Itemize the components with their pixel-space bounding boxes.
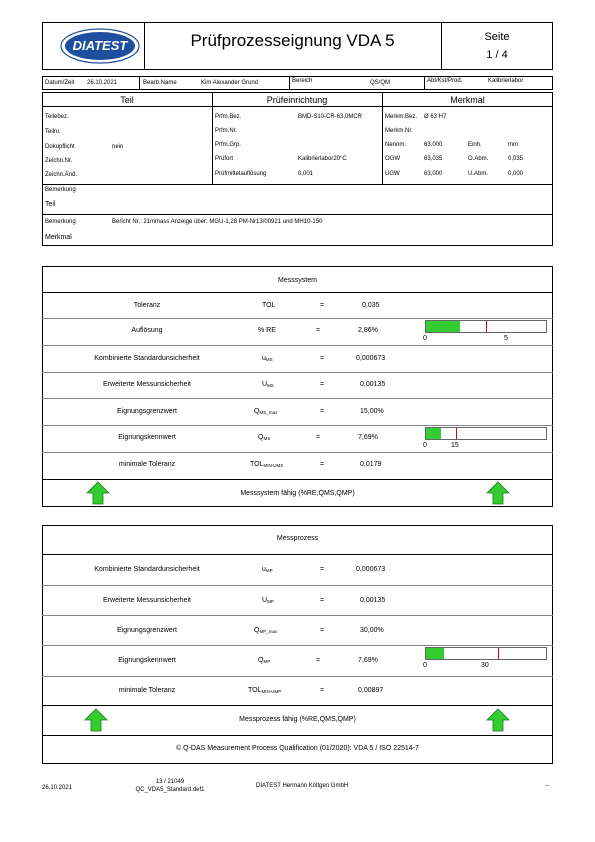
pruef-label-4: Prüfmittelauflösung (215, 171, 267, 177)
teil-label-4: Zeichn.Änd. (45, 172, 78, 178)
teil-label-2: Dokupflicht (45, 144, 75, 150)
ms-row-symbol: $Q_{MS\_max}$ (254, 408, 278, 415)
merkmal-bez-label: Merkm.Bez. (385, 114, 418, 120)
page-number: 1 / 4 (486, 49, 508, 61)
nennm-label: Nennm. (385, 142, 407, 148)
teil-label-1: Teilnr. (45, 129, 61, 135)
footer-code: 13 / 21049 (155, 779, 185, 785)
ms-row-symbol: $TOL_{MIN-UMS}$ (250, 461, 284, 468)
mp-row-label: Kombinierte Standardunsicherheit (94, 566, 200, 573)
ms-row-symbol: $Q_{MS}$ (258, 434, 271, 441)
bar-re (425, 320, 547, 333)
teil-label-3: Zeichn.Nr. (45, 158, 73, 164)
diatest-logo (60, 28, 140, 64)
nennm-value: 63,000 (424, 142, 443, 148)
abt-label: Abt/Kst/Prod. (427, 78, 463, 84)
ogw-value: 63,035 (424, 156, 443, 162)
mp-row-symbol: $u_{MP}$ (262, 566, 273, 573)
bemerkung-merkmal-sub: Merkmal (45, 234, 72, 241)
mp-row-symbol: $U_{MP}$ (262, 597, 274, 604)
bemerkung-teil-sub: Teil (45, 201, 56, 208)
bar-qmp-fill (426, 648, 444, 659)
ms-row-symbol: TOL (262, 302, 276, 309)
teil-value-2: nein (112, 144, 124, 150)
messsystem-result: Messsystem fähig (%RE,QMS,QMP) (240, 490, 355, 497)
ms-row-label: Auflösung (131, 327, 163, 334)
footer-dash: -- (545, 783, 549, 789)
logo-text: DIATEST (72, 38, 128, 53)
ms-row-value: 0,00135 (360, 381, 386, 388)
footer-template: QC_VDA5_Standard.def1 (135, 787, 205, 793)
mp-row-eq: = (320, 627, 325, 634)
ms-row-label: Eignungskennwert (118, 434, 176, 441)
arrow-up-icon (486, 481, 510, 505)
ms-row-label: Erweiterte Messunsicherheit (103, 381, 191, 388)
ms-row-eq: = (316, 327, 321, 334)
footer-company: DIATEST Hermann Költgen GmbH (256, 783, 349, 789)
bearb-value: Kim Alexander Grund (201, 80, 259, 86)
header-divider-2 (441, 22, 442, 70)
einh-label: Einh. (468, 142, 482, 148)
section-teil: Teil (120, 95, 134, 105)
ms-row-symbol: % RE (258, 327, 276, 334)
ms-row-value: 7,69% (358, 434, 378, 441)
abt-value: Kalibrierlabor (488, 78, 524, 84)
pruef-label-2: Prfm.Grp. (215, 142, 242, 148)
bar-qms-zero: 0 (423, 442, 427, 449)
mp-row-label: Eignungskennwert (118, 657, 176, 664)
mp-row-symbol: $TOL_{MIN-UMP}$ (248, 687, 282, 694)
oabm-label: O.Abm. (468, 156, 489, 162)
pruef-value-4: 0,001 (298, 171, 314, 177)
ms-row-value: 0,035 (362, 302, 380, 309)
bar-re-limit (486, 321, 487, 332)
ms-row-eq: = (320, 461, 325, 468)
bar-qms-limit-label: 15 (451, 442, 459, 449)
qdas-footer-note: © Q-DAS Measurement Process Qualification (01/2020): VDA 5 / ISO 22514-7 (176, 745, 419, 752)
messprozess-title: Messprozess (276, 535, 319, 542)
mp-row-label: Erweiterte Messunsicherheit (103, 597, 191, 604)
mp-row-eq: = (316, 657, 321, 664)
footer-date: 26.10.2021 (42, 785, 73, 791)
mp-row-symbol: $Q_{MP}$ (258, 657, 271, 664)
datum-label: Datum/Zeit (45, 80, 75, 86)
section-pruefeinrichtung: Prüfeinrichtung (266, 95, 328, 105)
bar-re-limit-label: 5 (504, 335, 508, 342)
bar-re-zero: 0 (423, 335, 427, 342)
oabm-value: 0,035 (508, 156, 524, 162)
mp-row-value: 30,00% (360, 627, 384, 634)
mp-row-label: Eignungsgrenzwert (117, 627, 177, 634)
bemerkung-teil-label: Bemerkung (45, 187, 76, 193)
bar-qmp (425, 647, 547, 660)
mp-row-value: 0,00135 (360, 597, 386, 604)
merkmal-bez-value: Ø 63 H7 (424, 114, 447, 120)
bereich-label: Bereich (292, 78, 313, 84)
ms-row-eq: = (316, 434, 321, 441)
ogw-label: OGW (385, 156, 400, 162)
datum-value: 26.10.2021 (87, 80, 118, 86)
mp-row-value: 0,00897 (358, 687, 384, 694)
ms-row-eq: = (320, 302, 325, 309)
mp-row-label: minimale Toleranz (118, 687, 176, 694)
bemerkung-merkmal-text: Bericht Nr.: 21mmass Anzeige über: MGU-1,28 PM-Nr13/00921 und MH10-150 (112, 219, 323, 225)
einh-value: mm (508, 142, 518, 148)
pruef-label-3: Prüfort (215, 156, 234, 162)
bar-qmp-limit-label: 30 (481, 662, 489, 669)
messprozess-result: Messprozess fähig (%RE,QMS,QMP) (239, 716, 356, 723)
section-merkmal: Merkmal (450, 95, 485, 105)
pruef-label-0: Prfm.Bez. (215, 114, 242, 120)
mp-row-eq: = (320, 687, 325, 694)
bar-qms-limit (456, 428, 457, 439)
ms-row-eq: = (320, 355, 325, 362)
ms-row-value: 0,000673 (356, 355, 386, 362)
messsystem-title: Messsystem (278, 277, 317, 284)
ugw-label: UGW (385, 171, 400, 177)
uabm-value: 0,000 (508, 171, 524, 177)
bemerkung-merkmal-label: Bemerkung (45, 219, 76, 225)
mp-row-eq: = (320, 566, 325, 573)
pruef-value-3: Kalibrierlabor20°C (298, 156, 347, 162)
arrow-up-icon (486, 708, 510, 732)
mp-row-symbol: $Q_{MP\_max}$ (254, 627, 278, 634)
pruef-value-0: BMD-S10-CR-63,0MCR (298, 114, 363, 120)
mp-row-value: 0,000673 (356, 566, 386, 573)
ms-row-label: Eignungsgrenzwert (117, 408, 177, 415)
bar-re-fill (426, 321, 460, 332)
bar-qmp-limit (498, 648, 499, 659)
bar-qms (425, 427, 547, 440)
ms-row-label: Kombinierte Standardunsicherheit (94, 355, 200, 362)
mp-row-value: 7,69% (358, 657, 378, 664)
ms-row-symbol: $U_{MS}$ (262, 381, 274, 388)
uabm-label: U.Abm. (468, 171, 489, 177)
ms-row-value: 15,00% (360, 408, 384, 415)
ms-row-label: minimale Toleranz (118, 461, 176, 468)
bereich-value: QS/QM (370, 80, 391, 86)
ms-row-value: 2,86% (358, 327, 378, 334)
page-label: Seite (484, 31, 510, 43)
mp-row-eq: = (320, 597, 325, 604)
ms-row-value: 0,0179 (360, 461, 382, 468)
bearb-label: Bearb.Name (143, 80, 177, 86)
merkmal-nr-label: Merkm.Nr. (385, 128, 413, 134)
bar-qms-fill (426, 428, 441, 439)
bar-qmp-zero: 0 (423, 662, 427, 669)
ms-row-eq: = (320, 408, 325, 415)
teil-label-0: Teilebez. (45, 114, 69, 120)
page-title: Prüfprozesseignung VDA 5 (190, 31, 395, 50)
ugw-value: 63,000 (424, 171, 443, 177)
ms-row-symbol: $u_{MS}$ (262, 355, 273, 362)
ms-row-eq: = (320, 381, 325, 388)
ms-row-label: Toleranz (133, 302, 161, 309)
pruef-label-1: Prfm.Nr. (215, 128, 237, 134)
